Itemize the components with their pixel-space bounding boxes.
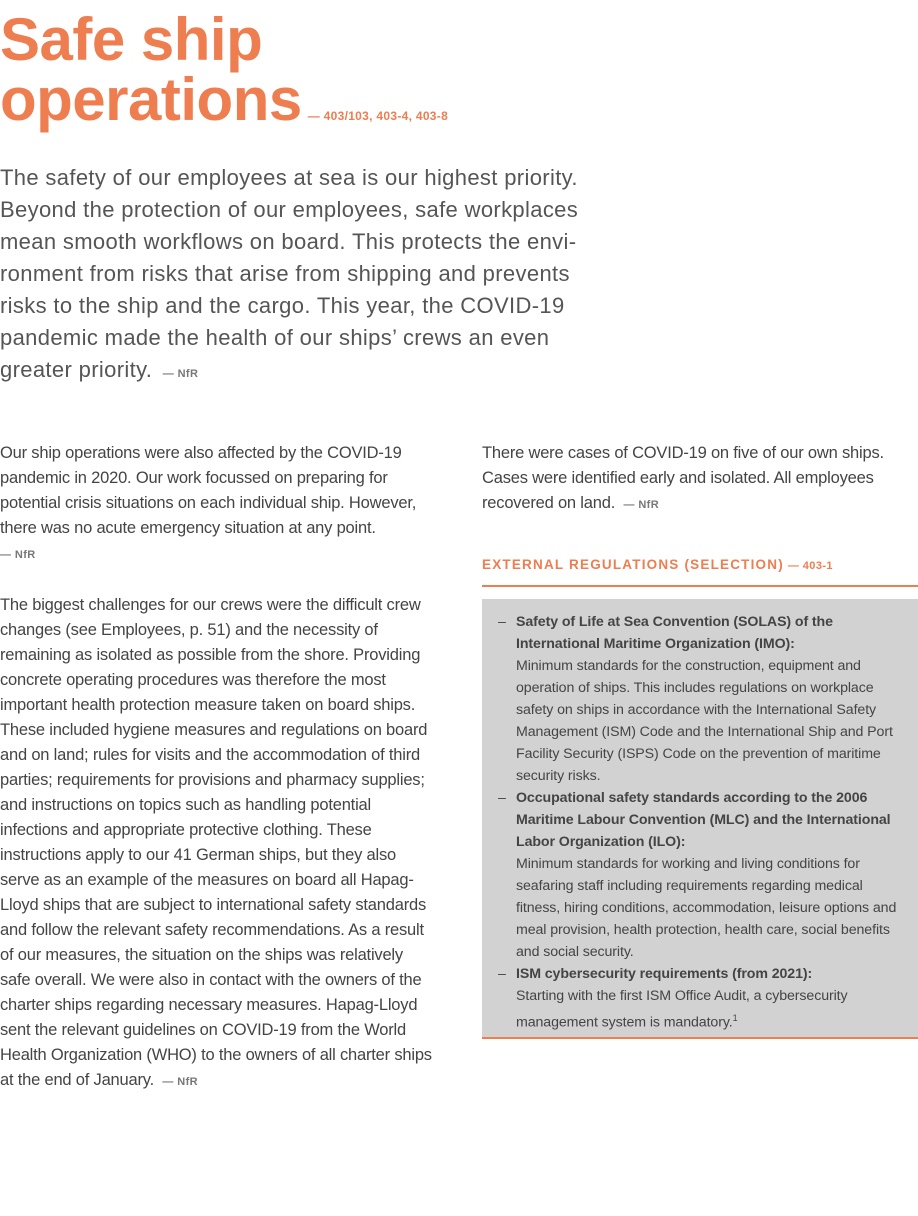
left-paragraph-2 [0,593,436,1095]
regulations-heading-text: EXTERNAL REGULATIONS (SELECTION) [482,557,784,572]
regulations-reference: — 403-1 [787,560,833,572]
footnote-marker: 1 [732,1013,738,1023]
title-line-1: Safe ship [0,6,263,73]
right-paragraph-text: There were cases of COVID-19 on five of our own ships. Cases were identified early and isolated. All employees recovered on land. [482,444,884,512]
title-line-2: operations [0,66,302,133]
regulation-item [498,963,906,1034]
regulations-box [482,599,918,1039]
left-paragraph-2-text: The biggest challenges for our crews were the difficult crew changes (see Employees, p. 51) and the necessity of remaining as isolated as possible from the shore. Providing concrete operating procedures was therefore the most important health protection measure taken on board ships. These included hygiene measures and regulations on board and on land; rules for visits and the accommodation of third parties; requirements for provisions and pharmacy supplies; and instructions on topics such as handling potential infections and appropriate protective clothing. These instructions apply to our 41 German ships, but they also serve as an example of the measures on board all Hapag-Lloyd ships that are subject to international safety standards and follow the relevant safety recommendations. As a result of our measures, the situation on the ships was relatively safe overall. We were also in contact with the owners of the charter ships regarding necessary measures. Hapag-Lloyd sent the relevant guidelines on COVID-19 from the World Health Organization (WHO) to the owners of all charter ships at the end of January. [0,596,432,1089]
left-paragraph-1-reference: — NfR [0,549,36,561]
regulations-list [498,611,906,1034]
regulation-body-wrapper [516,985,906,1034]
left-paragraph-1-text: Our ship operations were also affected by the COVID-19 pandemic in 2020. Our work focussed on preparing for potential crisis situations on each individual ship. However, there was no acute emergency situation at any point. [0,444,417,537]
regulation-body: Starting with the first ISM Office Audit, a cybersecurity management system is mandatory. [516,988,848,1031]
page-title [0,6,449,146]
regulations-heading [482,557,833,572]
left-paragraph-1 [0,441,436,568]
list-dash: – [498,790,506,806]
list-dash: – [498,614,506,630]
list-dash: – [498,966,506,982]
title-line-2-wrapper [0,66,449,146]
left-paragraph-2-reference: — NfR [162,1076,198,1088]
regulation-item [498,787,906,963]
right-paragraph [482,441,912,518]
regulation-body: Minimum standards for working and living conditions for seafaring staff including requirements regarding medical fitness, hiring conditions, accommodation, leisure options and meal provision, health protection, health care, social benefits and social security. [516,856,897,960]
regulation-body: Minimum standards for the construction, equipment and operation of ships. This includes regulations on workplace safety on ships in accordance with the International Safety Management (ISM) Code and the International Ship and Port Facility Security (ISPS) Code on the prevention of maritime security risks. [516,658,893,784]
right-paragraph-reference: — NfR [623,499,660,511]
regulation-title: ISM cybersecurity requirements (from 2021): [516,966,813,982]
intro-text: The safety of our employees at sea is our highest priority. Beyond the protection of our employees, safe workplaces mean smooth workflows on board. This protects the environment from risks that arise from shipping and prevents risks to the ship and the cargo. This year, the COVID-19 pandemic made the health of our ships’ crews an even greater priority. [0,165,579,382]
title-reference: — 403/103, 403-4, 403-8 [307,109,449,123]
intro-reference: — NfR [162,368,199,380]
left-column [0,441,436,1095]
regulation-title: Safety of Life at Sea Convention (SOLAS) of the International Maritime Organization (IMO): [516,614,833,652]
regulation-item [498,611,906,787]
regulations-top-divider [482,585,918,587]
intro-paragraph [0,162,620,390]
regulation-title: Occupational safety standards according to the 2006 Maritime Labour Convention (MLC) and the International Labor Organization (ILO): [516,790,891,850]
